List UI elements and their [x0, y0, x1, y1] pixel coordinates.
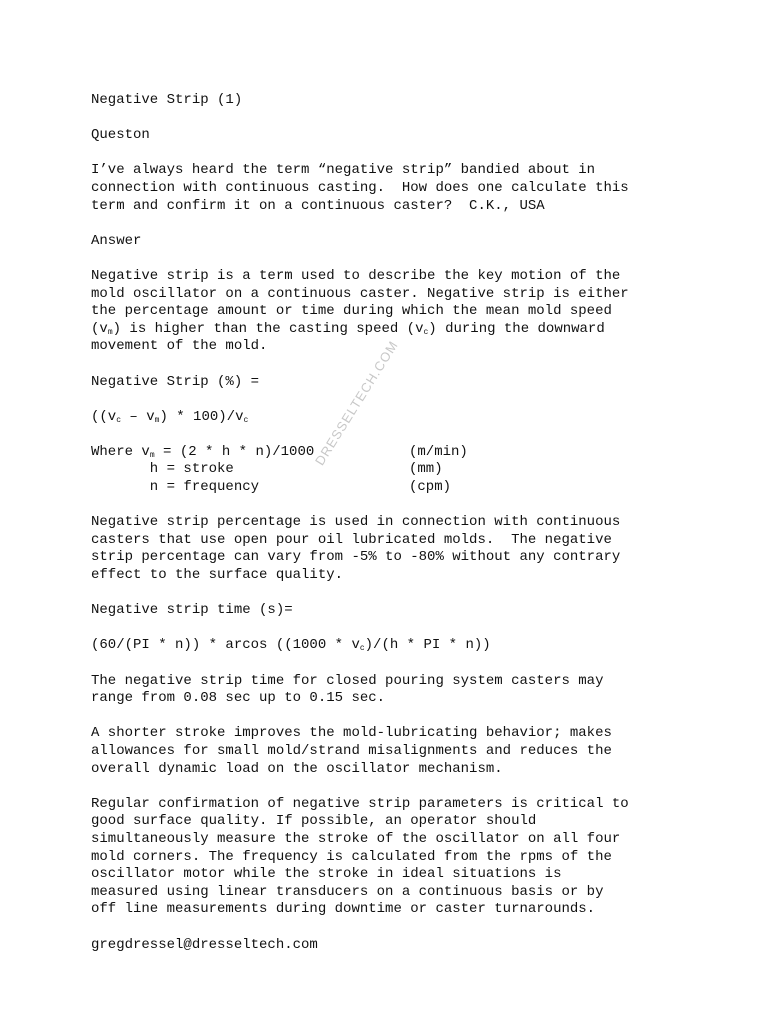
answer-line: the percentage amount or time during which the mean mold speed [91, 303, 612, 320]
text-fragment: – v [121, 408, 155, 425]
answer-line: movement of the mold. [91, 338, 268, 355]
text-fragment: h = stroke [91, 461, 234, 478]
variable-definitions [91, 444, 691, 497]
unit-label: (cpm) [409, 479, 452, 496]
text-fragment: (60/(PI * n)) * arcos ((1000 * v [91, 637, 360, 654]
confirmation-line: Regular confirmation of negative strip parameters is critical to [91, 795, 629, 812]
subscript: m [154, 415, 160, 425]
usage-line: effect to the surface quality. [91, 567, 344, 584]
confirmation-line: simultaneously measure the stroke of the oscillator on all four [91, 830, 621, 847]
definition-h [91, 461, 691, 479]
watermark: DRESSELTECH.COM [312, 337, 402, 468]
formula2 [91, 637, 691, 655]
unit-label: (m/min) [409, 443, 468, 460]
text-fragment: Where v [91, 443, 150, 460]
strip-time-line: range from 0.08 sec up to 0.15 sec. [91, 690, 386, 707]
answer-heading: Answer [91, 232, 142, 249]
document-title: Negative Strip (1) [91, 92, 243, 108]
stroke-line: A shorter stroke improves the mold-lubricating behavior; makes [91, 725, 612, 742]
answer-paragraph [91, 268, 691, 356]
answer-line-speeds [91, 321, 691, 339]
answer-line: mold oscillator on a continuous caster. Negative strip is either [91, 285, 629, 302]
text-fragment: ) * 100)/v [159, 408, 244, 425]
formula2-heading: Negative strip time (s)= [91, 602, 293, 619]
formula1-heading: Negative Strip (%) = [91, 373, 260, 390]
strip-time-line: The negative strip time for closed pouring system casters may [91, 672, 604, 689]
text-fragment: ) is higher than the casting speed (v [112, 320, 424, 337]
stroke-line: overall dynamic load on the oscillator mechanism. [91, 760, 503, 777]
question-line: connection with continuous casting. How does one calculate this [91, 179, 629, 196]
question-paragraph [91, 162, 691, 215]
document-body [91, 92, 691, 954]
subscript: m [107, 327, 113, 337]
definition-n [91, 479, 691, 497]
answer-line: Negative strip is a term used to describe the key motion of the [91, 267, 621, 284]
usage-line: strip percentage can vary from -5% to -80% without any contrary [91, 549, 621, 566]
question-line: I’ve always heard the term “negative strip” bandied about in [91, 162, 596, 179]
usage-line: Negative strip percentage is used in connection with continuous [91, 514, 621, 531]
text-fragment: ) during the downward [428, 320, 605, 337]
usage-paragraph [91, 514, 691, 584]
unit-label: (mm) [409, 461, 443, 478]
subscript: c [359, 644, 365, 654]
formula1 [91, 409, 691, 427]
stroke-paragraph [91, 725, 691, 778]
strip-time-paragraph [91, 673, 691, 708]
confirmation-line: measured using linear transducers on a continuous basis or by [91, 883, 604, 900]
text-fragment: )/(h * PI * n)) [364, 637, 491, 654]
subscript: c [116, 415, 122, 425]
contact-email[interactable]: gregdressel@dresseltech.com [91, 936, 318, 953]
confirmation-line: off line measurements during downtime or caster turnarounds. [91, 901, 596, 918]
confirmation-paragraph [91, 796, 691, 919]
definition-vm [91, 444, 691, 462]
subscript: m [149, 450, 155, 460]
usage-line: casters that use open pour oil lubricated molds. The negative [91, 531, 612, 548]
subscript: c [423, 327, 429, 337]
text-fragment: n = frequency [91, 479, 260, 496]
text-fragment: = (2 * h * n)/1000 [154, 443, 315, 460]
confirmation-line: oscillator motor while the stroke in ideal situations is [91, 866, 562, 883]
question-line: term and confirm it on a continuous caster? C.K., USA [91, 197, 545, 214]
question-heading: Queston [91, 127, 150, 144]
confirmation-line: mold corners. The frequency is calculated from the rpms of the [91, 848, 612, 865]
stroke-line: allowances for small mold/strand misalignments and reduces the [91, 742, 612, 759]
confirmation-line: good surface quality. If possible, an operator should [91, 813, 537, 830]
text-fragment: ((v [91, 408, 117, 425]
subscript: c [243, 415, 249, 425]
text-fragment: (v [91, 320, 108, 337]
